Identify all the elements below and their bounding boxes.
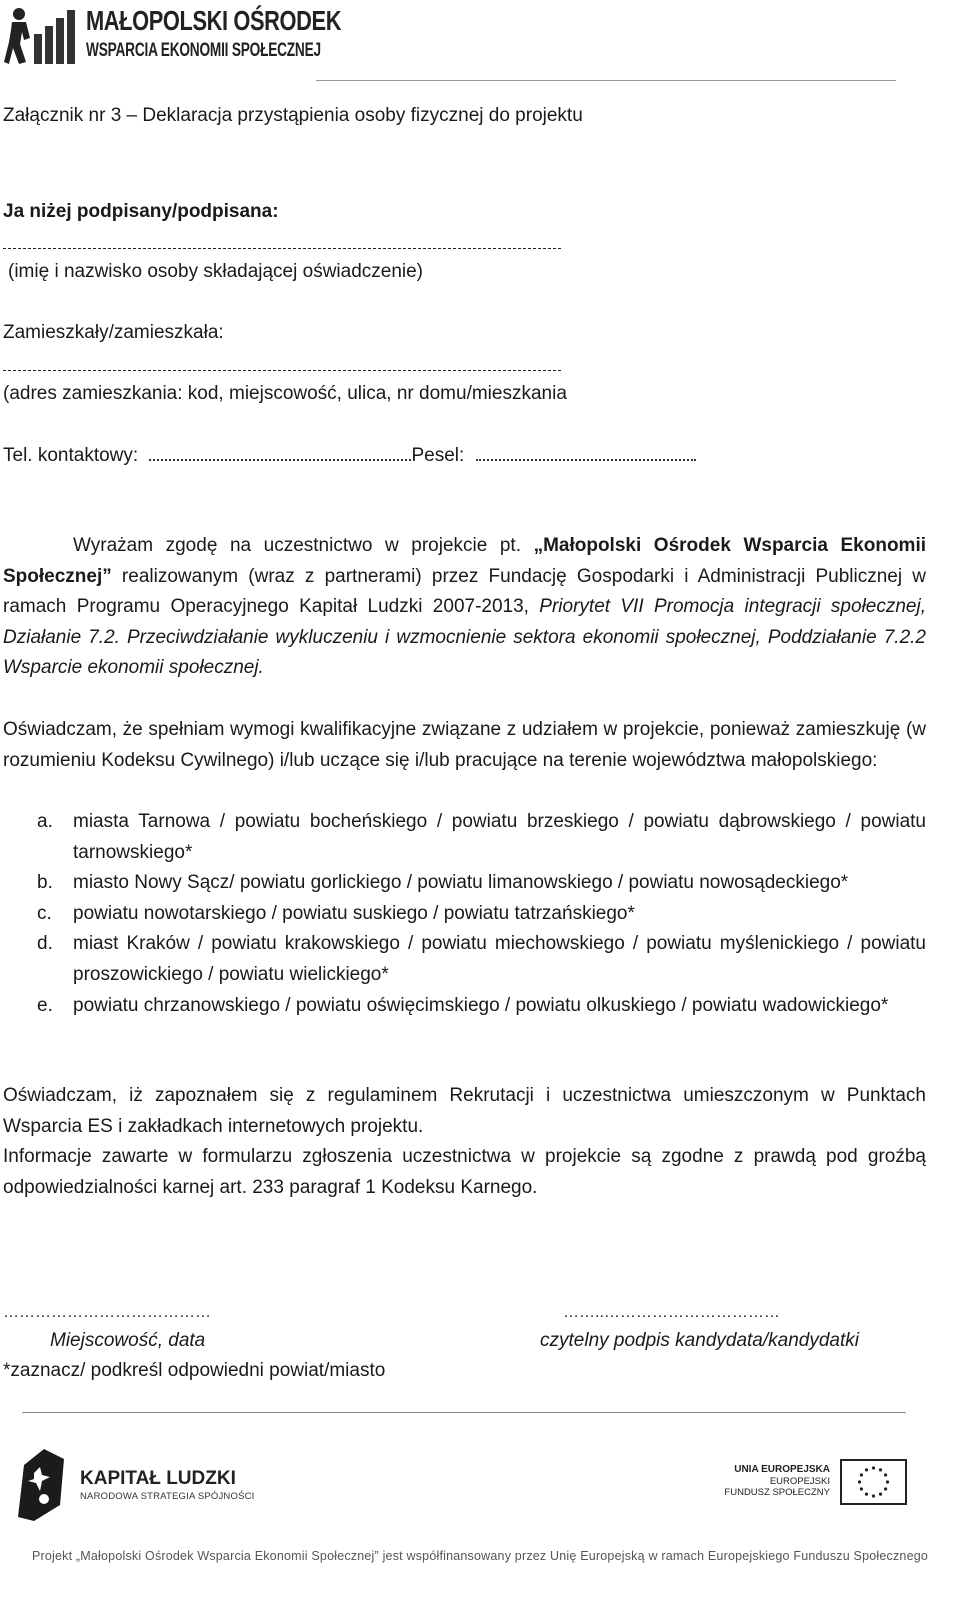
list-item: e. powiatu chrzanowskiego / powiatu oświęcimskiego / powiatu olkuskiego / powiatu wadowickiego*	[37, 994, 889, 1016]
person-stairs-logo-icon	[4, 4, 84, 66]
signed-label: Ja niżej podpisany/podpisana:	[3, 201, 279, 222]
header-rule	[316, 80, 896, 81]
eu-line2: EUROPEJSKI	[769, 1475, 830, 1487]
list-item: c. powiatu nowotarskiego / powiatu suskiego / powiatu tatrzańskiego*	[37, 902, 635, 924]
name-hint: (imię i nazwisko osoby składającej oświadczenie)	[8, 261, 424, 282]
eu-text	[700, 1464, 830, 1499]
address-field-line[interactable]	[3, 370, 561, 371]
pesel-field[interactable]	[476, 445, 696, 461]
consent-middle: realizowanym (wraz z partnerami) przez Fundację Gospodarki i Administracji Publicznej w ramach Programu Operacyjnego Kapitał Ludzki 2007-2013,	[3, 565, 926, 618]
document-title: Załącznik nr 3 – Deklaracja przystąpienia osoby fizycznej do projektu	[3, 105, 583, 126]
list-item: b. miasto Nowy Sącz/ powiatu gorlickiego / powiatu limanowskiego / powiatu nowosądeckiego*	[37, 872, 849, 894]
residence-label: Zamieszkały/zamieszkała:	[3, 322, 224, 343]
consent-project-name: „Małopolski Ośrodek Wsparcia Ekonomii Społecznej”	[3, 535, 927, 587]
logo-title: MAŁOPOLSKI OŚRODEK	[86, 5, 342, 36]
phone-label: Tel. kontaktowy:	[3, 445, 139, 466]
header	[0, 0, 960, 82]
logo-subtitle: WSPARCIA EKONOMII SPOŁECZNEJ	[86, 40, 321, 61]
eu-flag-icon	[840, 1459, 907, 1505]
project-cofinancing-note: Projekt „Małopolski Ośrodek Wsparcia Ekonomii Społecznej” jest współfinansowany przez Unię Europejską w ramach Europejskiego Funduszu Społecznego	[31, 1549, 929, 1563]
pesel-label: Pesel:	[411, 445, 465, 466]
signature-label: czytelny podpis kandydata/kandydatki	[540, 1330, 859, 1351]
name-field-line[interactable]	[3, 248, 561, 249]
eu-line1: UNIA EUROPEJSKA	[734, 1464, 830, 1475]
eu-line3: FUNDUSZ SPOŁECZNY	[724, 1487, 830, 1498]
consent-priority: Priorytet VII Promocja integracji społecznej, Działanie 7.2. Przeciwdziałanie wykluczeniu i wzmocnienie sektora ekonomii społecznej, Poddziałanie 7.2.2 Wsparcie ekonomii społecznej.	[3, 596, 926, 679]
phone-field[interactable]	[149, 445, 411, 461]
liability-statement: Informacje zawarte w formularzu zgłoszenia uczestnictwa w projekcie są zgodne z prawdą pod groźbą odpowiedzialności karnej art. 233 paragraf 1 Kodeksu Karnego.	[3, 1146, 926, 1198]
place-date-dots[interactable]: …………………………………	[3, 1304, 211, 1321]
consent-lead: Wyrażam zgodę na uczestnictwo w projekcie pt.	[73, 535, 534, 556]
kapital-ludzki-logo-icon	[14, 1445, 68, 1523]
signature-dots[interactable]: ……..……………………………	[563, 1304, 780, 1321]
declaration-intro: Oświadczam, że spełniam wymogi kwalifikacyjne związane z udziałem w projekcie, ponieważ zamieszkuję (w rozumieniu Kodeksu Cywilnego) i/lub uczące się i/lub pracujące na terenie województwa małopolskiego:	[3, 719, 926, 771]
contact-row	[3, 445, 696, 467]
footer-rule	[22, 1412, 906, 1413]
place-date-label: Miejscowość, data	[50, 1330, 206, 1351]
kl-title: KAPITAŁ LUDZKI	[80, 1468, 236, 1489]
address-hint: (adres zamieszkania: kod, miejscowość, ulica, nr domu/mieszkania	[3, 383, 567, 404]
footnote: *zaznacz/ podkreśl odpowiedni powiat/miasto	[3, 1360, 386, 1381]
list-item: a. miasta Tarnowa / powiatu bocheńskiego / powiatu brzeskiego / powiatu dąbrowskiego / powiatu tarnowskiego*	[37, 811, 926, 863]
kl-subtitle: NARODOWA STRATEGIA SPÓJNOŚCI	[80, 1491, 255, 1502]
regulations-statement: Oświadczam, iż zapoznałem się z regulaminem Rekrutacji i uczestnictwa umieszczonym w Punktach Wsparcia ES i zakładkach internetowych projektu.	[3, 1085, 926, 1137]
consent-paragraph	[3, 531, 926, 684]
district-list	[3, 807, 926, 1021]
list-item: d. miast Kraków / powiatu krakowskiego / powiatu miechowskiego / powiatu myślenickiego / powiatu proszowickiego / powiatu wielickiego*	[37, 933, 926, 985]
